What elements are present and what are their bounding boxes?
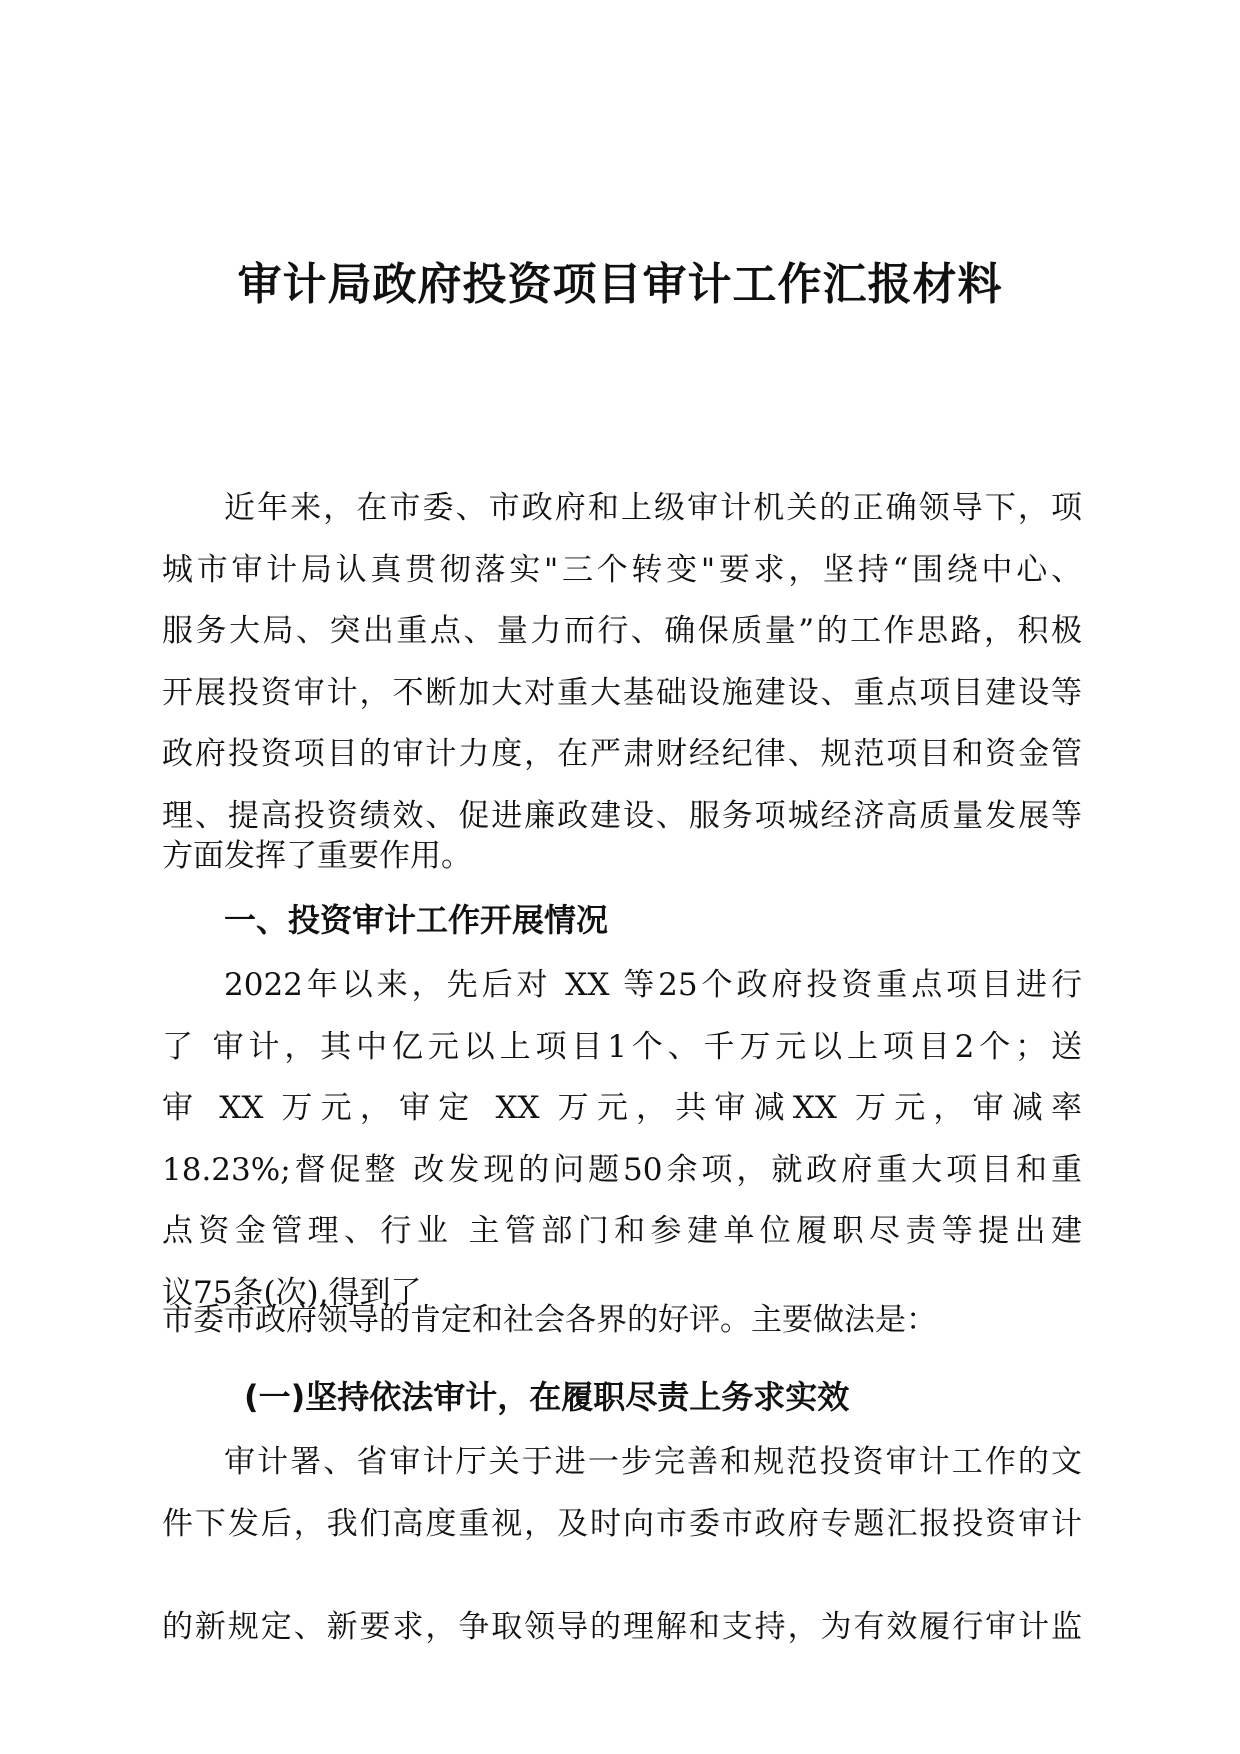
paragraph-practice-end: 的新规定、新要求，争取领导的理解和支持，为有效履行审计监 [162,1609,1082,1645]
text-line: 近年来，在市委、市政府和上级审计机关的正确领导下，项 [224,490,1082,526]
text-line: 城市审计局认真贯彻落实"三个转变"要求，坚持“围绕中心、 [162,551,1082,588]
text-line: 2022年以来，先后对 XX 等25个政府投资重点项目进行 [224,967,1082,1003]
text-line: 18.23%;督促整 改发现的问题50余项，就政府重大项目和重 [162,1151,1082,1188]
text-line: 服务大局、突出重点、量力而行、确保质量”的工作思路，积极 [162,613,1082,649]
text-line: 点资金管理、行业 主管部门和参建单位履职尽责等提出建 [162,1213,1082,1249]
paragraph-practice [162,1432,1082,1555]
paragraph-overview-end: 市委市政府领导的肯定和社会各界的好评。主要做法是： [162,1302,937,1338]
paragraph-overview [162,955,1082,1324]
text-line: 件下发后，我们高度重视，及时向市委市政府专题汇报投资审计 [162,1505,1082,1542]
section-heading-1: 一、投资审计工作开展情况 [224,901,609,939]
text-line: 了 审计，其中亿元以上项目1个、千万元以上项目2个；送 [162,1028,1082,1065]
text-line: 议75条(次),得到了 [162,1274,422,1311]
text-line: 审 XX 万元，审定 XX 万元，共审减XX 万元，审减率 [162,1090,1082,1126]
subsection-heading-1: (一)坚持依法审计，在履职尽责上务求实效 [244,1378,850,1416]
text-line: 理、提高投资绩效、促进廉政建设、服务项城经济高质量发展等 [162,797,1082,834]
text-line: 政府投资项目的审计力度，在严肃财经纪律、规范项目和资金管 [162,736,1082,772]
paragraph-intro-end: 方面发挥了重要作用。 [162,838,472,874]
document-title: 审计局政府投资项目审计工作汇报材料 [237,259,1003,310]
paragraph-intro [162,478,1082,847]
text-line: 审计署、省审计厅关于进一步完善和规范投资审计工作的文 [224,1444,1082,1480]
text-line: 开展投资审计，不断加大对重大基础设施建设、重点项目建设等 [162,674,1082,711]
